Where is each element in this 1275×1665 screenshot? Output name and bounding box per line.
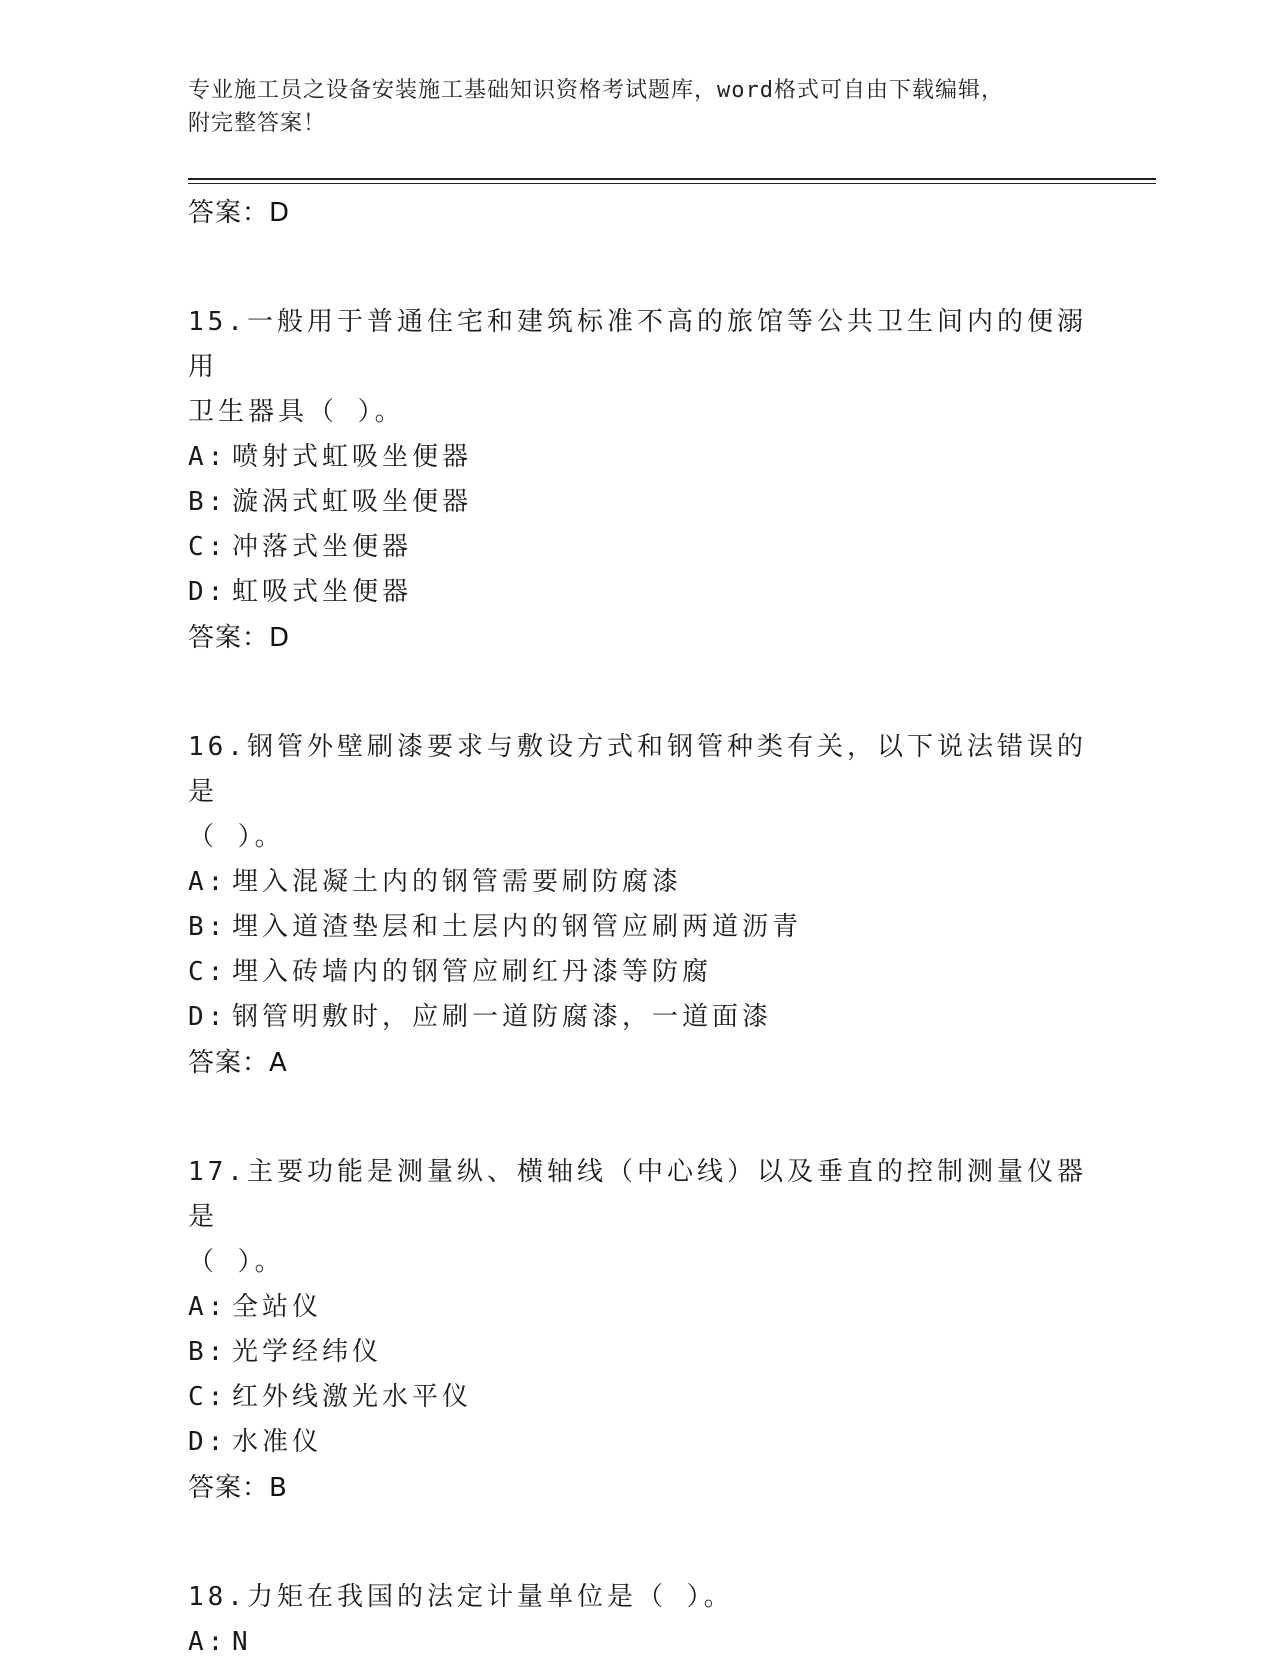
option-text: 光学经纬仪	[232, 1337, 383, 1367]
option-text: 虹吸式坐便器	[232, 577, 413, 607]
option-label: C:	[188, 957, 228, 987]
option-text: 水准仪	[232, 1427, 323, 1457]
option-text: 漩涡式虹吸坐便器	[232, 487, 473, 517]
option-label: B:	[188, 912, 228, 942]
answer-16: 答案：A	[188, 1048, 288, 1078]
question-stem-line-1: 18.力矩在我国的法定计量单位是（ ）。	[188, 1582, 734, 1612]
question-stem-line-2: （ ）。	[188, 822, 285, 852]
question-stem	[188, 725, 1088, 860]
question-list	[188, 190, 1088, 1665]
option-a	[188, 435, 1088, 480]
option-text: N	[232, 1627, 252, 1657]
header-divider-thick	[188, 178, 1156, 180]
option-c	[188, 1375, 1088, 1420]
option-label: A:	[188, 867, 228, 897]
question-stem-line-2: （ ）。	[188, 1247, 285, 1277]
option-c	[188, 525, 1088, 570]
option-label: D:	[188, 1002, 228, 1032]
option-label: A:	[188, 1627, 228, 1657]
question-stem-line-2: 卫生器具（ ）。	[188, 397, 405, 427]
option-label: C:	[188, 532, 228, 562]
option-d	[188, 570, 1088, 615]
document-header	[188, 74, 1088, 140]
option-b	[188, 905, 1088, 950]
option-a	[188, 1285, 1088, 1330]
option-label: B:	[188, 1337, 228, 1367]
option-text: 钢管明敷时，应刷一道防腐漆，一道面漆	[232, 1002, 773, 1032]
option-text: 埋入道渣垫层和土层内的钢管应刷两道沥青	[232, 912, 803, 942]
option-d	[188, 995, 1088, 1040]
answer-17: 答案：B	[188, 1473, 288, 1503]
option-d	[188, 1420, 1088, 1465]
previous-answer: 答案：D	[188, 198, 291, 228]
question-stem-line-1: 15.一般用于普通住宅和建筑标准不高的旅馆等公共卫生间内的便溺用	[188, 307, 1087, 382]
question-stem-line-1: 16.钢管外壁刷漆要求与敷设方式和钢管种类有关，以下说法错误的是	[188, 732, 1087, 807]
option-text: 全站仪	[232, 1292, 323, 1322]
option-text: 埋入砖墙内的钢管应刷红丹漆等防腐	[232, 957, 713, 987]
question-17	[188, 1150, 1088, 1511]
question-15	[188, 300, 1088, 661]
option-text: 喷射式虹吸坐便器	[232, 442, 473, 472]
option-a	[188, 1620, 1088, 1665]
option-a	[188, 860, 1088, 905]
option-label: C:	[188, 1382, 228, 1412]
option-text: 埋入混凝土内的钢管需要刷防腐漆	[232, 867, 683, 897]
option-b	[188, 480, 1088, 525]
question-16	[188, 725, 1088, 1086]
option-label: A:	[188, 1292, 228, 1322]
option-label: D:	[188, 1427, 228, 1457]
answer-15: 答案：D	[188, 623, 291, 653]
option-text: 红外线激光水平仪	[232, 1382, 473, 1412]
option-label: B:	[188, 487, 228, 517]
question-stem	[188, 1150, 1088, 1285]
question-18	[188, 1575, 1088, 1665]
option-label: A:	[188, 442, 228, 472]
header-line-1: 专业施工员之设备安装施工基础知识资格考试题库，word格式可自由下载编辑，	[188, 78, 1004, 103]
header-divider-thin	[188, 183, 1156, 184]
option-text: 冲落式坐便器	[232, 532, 413, 562]
header-line-2: 附完整答案！	[188, 111, 327, 136]
question-stem	[188, 1575, 1088, 1620]
option-c	[188, 950, 1088, 995]
question-stem-line-1: 17.主要功能是测量纵、横轴线（中心线）以及垂直的控制测量仪器是	[188, 1157, 1087, 1232]
option-b	[188, 1330, 1088, 1375]
option-label: D:	[188, 577, 228, 607]
question-stem	[188, 300, 1088, 435]
